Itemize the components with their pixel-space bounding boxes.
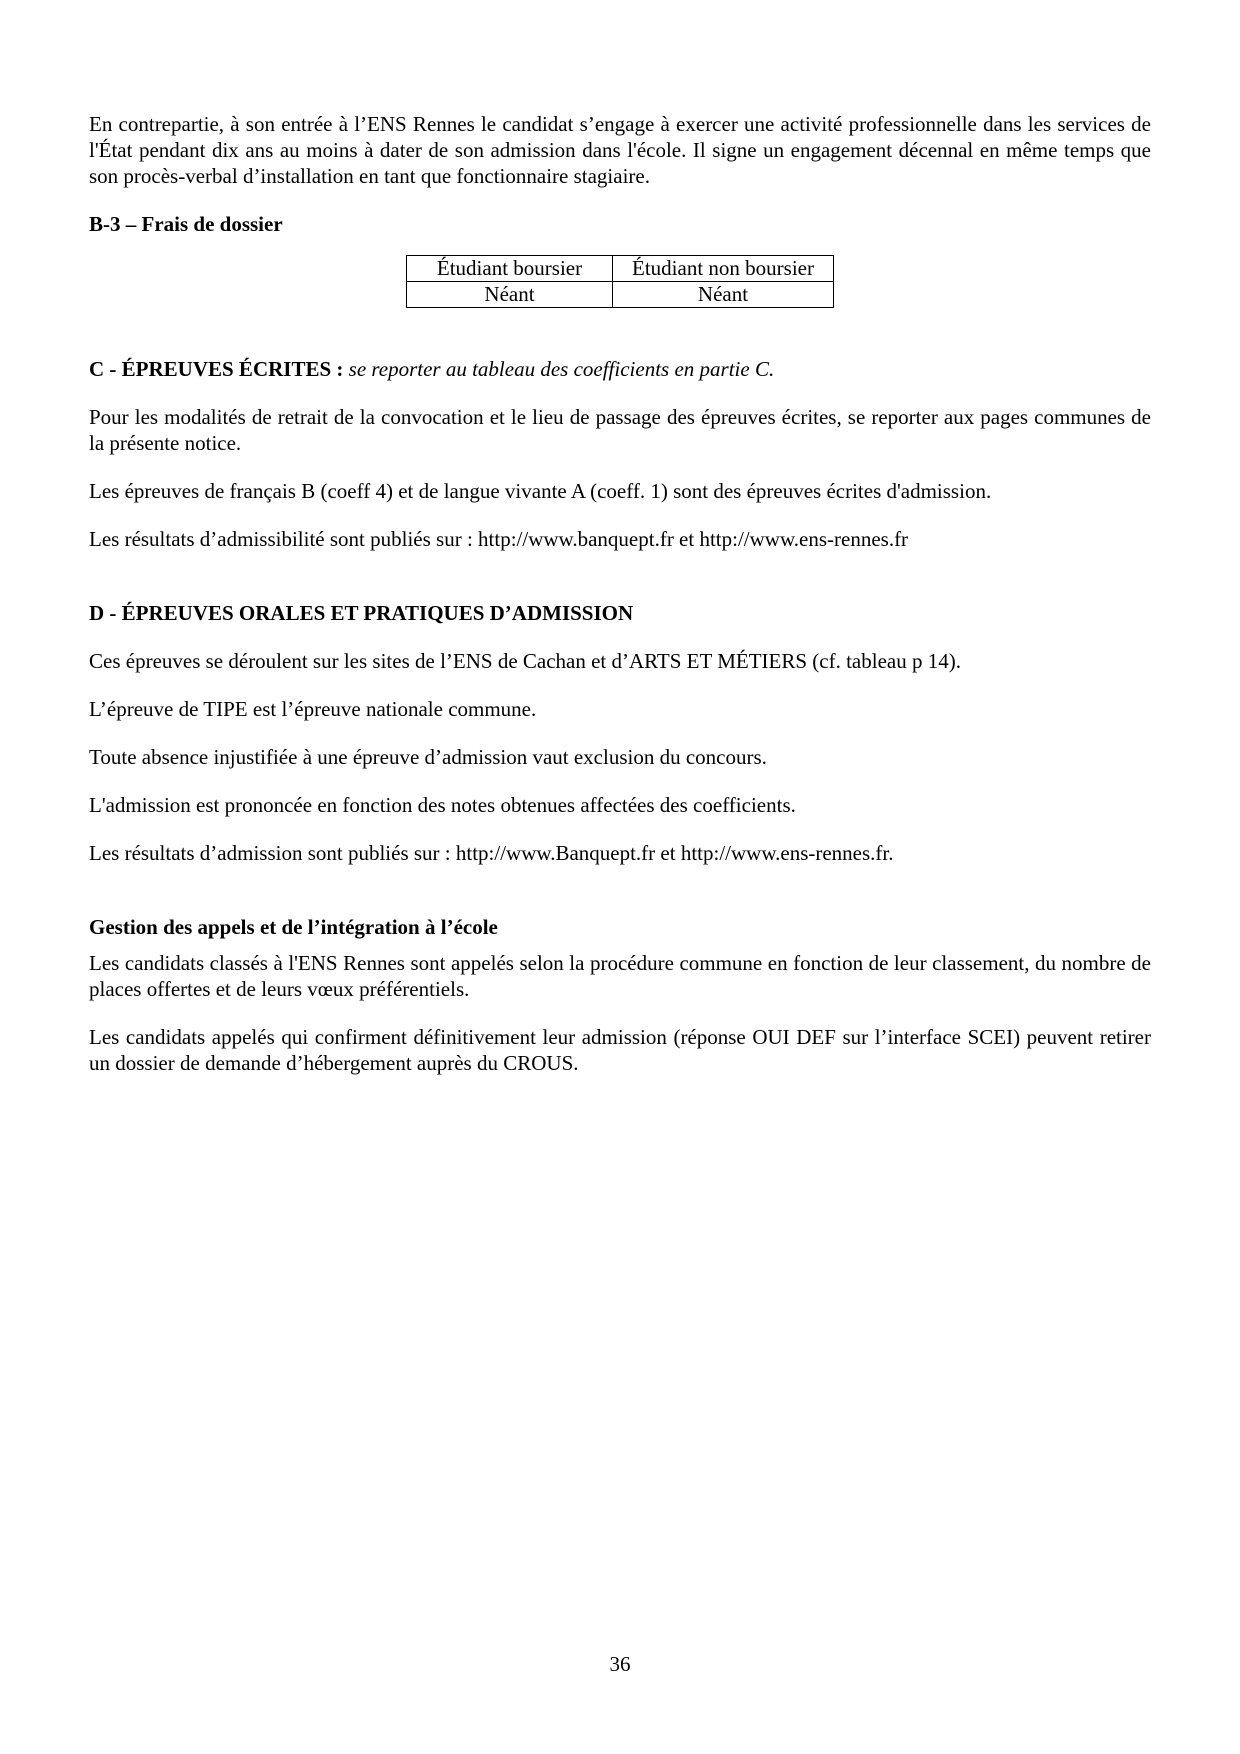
oral-exams-paragraph-3: Toute absence injustifiée à une épreuve d’admission vaut exclusion du concours. <box>89 745 767 769</box>
written-exams-paragraph-2: Les épreuves de français B (coeff 4) et de langue vivante A (coeff. 1) sont des épreuves écrites d'admission. <box>89 479 992 503</box>
appeals-heading: Gestion des appels et de l’intégration à l’école <box>89 915 498 939</box>
fees-value-non-scholarship: Néant <box>613 282 834 308</box>
page-number: 36 <box>609 1652 631 1676</box>
intro-paragraph: En contrepartie, à son entrée à l’ENS Rennes le candidat s’engage à exercer une activité professionnelle dans les services de l'État pendant dix ans au moins à dater de son admission dans l'école. Il signe un engagement décennal en même temps que son procès-verbal d’installation en tant que fonctionnaire stagiaire. <box>89 112 1151 188</box>
fees-value-scholarship: Néant <box>407 282 613 308</box>
oral-exams-heading: D - ÉPREUVES ORALES ET PRATIQUES D’ADMISSION <box>89 601 634 625</box>
written-exams-heading-note: se reporter au tableau des coefficients en partie C. <box>343 357 775 381</box>
written-exams-paragraph-3: Les résultats d’admissibilité sont publiés sur : http://www.banquept.fr et http://www.ens-rennes.fr <box>89 527 909 551</box>
oral-exams-paragraph-5: Les résultats d’admission sont publiés sur : http://www.Banquept.fr et http://www.ens-rennes.fr. <box>89 841 894 865</box>
oral-exams-paragraph-4: L'admission est prononcée en fonction des notes obtenues affectées des coefficients. <box>89 793 796 817</box>
fees-heading: B-3 – Frais de dossier <box>89 212 283 236</box>
appeals-paragraph-2: Les candidats appelés qui confirment définitivement leur admission (réponse OUI DEF sur l’interface SCEI) peuvent retirer un dossier de demande d’hébergement auprès du CROUS. <box>89 1025 1151 1075</box>
written-exams-heading-bold: C - ÉPREUVES ÉCRITES : <box>89 357 344 381</box>
fees-table-value-row <box>407 282 834 308</box>
fees-header-scholarship: Étudiant boursier <box>407 256 613 282</box>
written-exams-heading <box>89 356 1151 382</box>
oral-exams-paragraph-1: Ces épreuves se déroulent sur les sites de l’ENS de Cachan et d’ARTS ET MÉTIERS (cf. tableau p 14). <box>89 649 961 673</box>
document-page <box>89 111 1151 1076</box>
appeals-paragraph-1: Les candidats classés à l'ENS Rennes sont appelés selon la procédure commune en fonction de leur classement, du nombre de places offertes et de leurs vœux préférentiels. <box>89 951 1151 1001</box>
fees-table <box>406 255 834 308</box>
fees-table-header-row <box>407 256 834 282</box>
oral-exams-paragraph-2: L’épreuve de TIPE est l’épreuve nationale commune. <box>89 697 537 721</box>
written-exams-paragraph-1: Pour les modalités de retrait de la convocation et le lieu de passage des épreuves écrites, se reporter aux pages communes de la présente notice. <box>89 405 1151 455</box>
fees-header-non-scholarship: Étudiant non boursier <box>613 256 834 282</box>
